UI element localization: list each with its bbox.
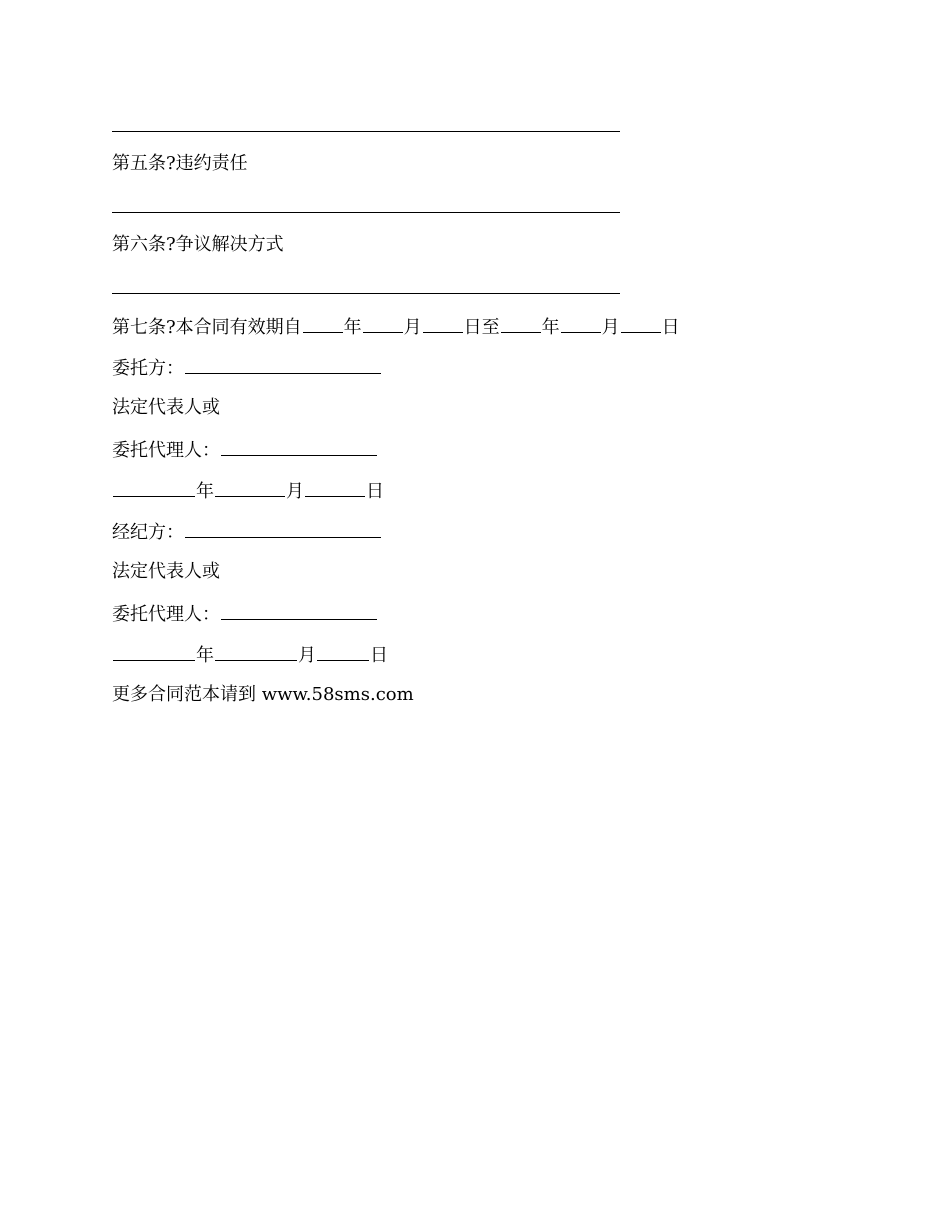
month-blank: [561, 315, 601, 333]
broker-agent-line: [112, 602, 378, 626]
article-7-validity-period: [112, 315, 680, 339]
blank-fill-line: [112, 212, 620, 213]
year-blank: [303, 315, 343, 333]
client-signature-line: [112, 356, 382, 380]
month-unit: 月: [298, 645, 316, 666]
day-blank: [621, 315, 661, 333]
day-to-unit: 日至: [463, 317, 500, 338]
client-agent-label: 委托代理人：: [112, 440, 220, 461]
client-label: 委托方：: [112, 358, 184, 379]
broker-signature-line: [112, 520, 382, 544]
client-signature-blank: [185, 356, 381, 374]
day-blank: [317, 643, 369, 661]
blank-fill-line: [112, 293, 620, 294]
day-blank: [423, 315, 463, 333]
year-blank: [501, 315, 541, 333]
client-rep-label: 法定代表人或: [112, 397, 220, 418]
broker-rep-label: 法定代表人或: [112, 561, 220, 582]
month-blank: [215, 643, 297, 661]
month-unit: 月: [286, 481, 304, 502]
broker-date-line: [112, 643, 388, 667]
month-unit: 月: [403, 317, 422, 338]
client-agent-line: [112, 438, 378, 462]
month-blank: [363, 315, 403, 333]
article-7-prefix: 第七条?本合同有效期自: [112, 317, 302, 338]
article-6-heading: 第六条?争议解决方式: [112, 234, 284, 255]
client-date-line: [112, 479, 384, 503]
article-5-heading: 第五条?违约责任: [112, 153, 248, 174]
footer-link-text: 更多合同范本请到 www.58sms.com: [112, 684, 414, 705]
year-unit: 年: [541, 317, 560, 338]
broker-agent-blank: [221, 602, 377, 620]
month-unit: 月: [601, 317, 620, 338]
day-unit: 日: [366, 481, 384, 502]
broker-signature-blank: [185, 520, 381, 538]
broker-agent-label: 委托代理人：: [112, 604, 220, 625]
year-unit: 年: [196, 645, 214, 666]
year-unit: 年: [196, 481, 214, 502]
year-unit: 年: [343, 317, 362, 338]
blank-fill-line: [112, 131, 620, 132]
month-blank: [215, 479, 285, 497]
year-blank: [113, 643, 195, 661]
day-blank: [305, 479, 365, 497]
broker-label: 经纪方：: [112, 522, 184, 543]
day-unit: 日: [370, 645, 388, 666]
day-unit: 日: [661, 317, 680, 338]
client-agent-blank: [221, 438, 377, 456]
year-blank: [113, 479, 195, 497]
